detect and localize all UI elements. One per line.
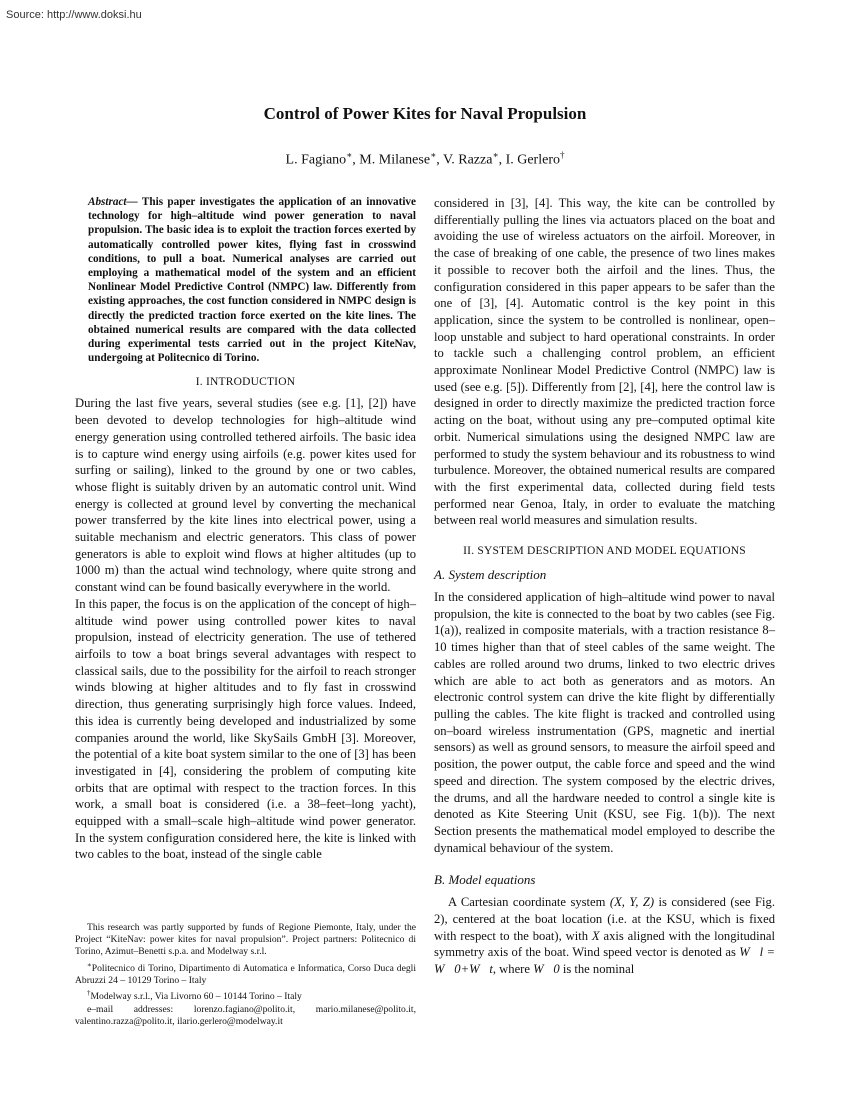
affiliation-mark: † [559, 150, 565, 160]
author-name: M. Milanese [359, 152, 431, 168]
left-column [75, 195, 416, 863]
right-column [434, 195, 775, 978]
affiliation-mark: ∗ [430, 150, 437, 160]
author-list: L. Fagiano∗, M. Milanese∗, V. Razza∗, I. Gerlero† [285, 150, 565, 168]
math-wind-equation: W⃗l = W⃗0+W⃗t [434, 945, 775, 977]
model-text: is the nominal [559, 962, 635, 977]
footnotes [75, 922, 416, 1028]
footnote-mark: † [87, 989, 91, 998]
model-text: , where [492, 962, 534, 977]
paper-title: Control of Power Kites for Naval Propulsion [263, 104, 587, 123]
footnote-text: Modelway s.r.l., Via Livorno 60 – 10144 Torino – Italy [90, 991, 302, 1003]
footnote-affiliation-1 [75, 959, 416, 988]
model-text: A Cartesian coordinate system [448, 895, 610, 910]
footnote-text: Politecnico di Torino, Dipartimento di Automatica e Informatica, Corso Duca degli Abruzzi 24 – 10129 Torino – Italy [75, 962, 416, 986]
model-equations-paragraph [434, 894, 775, 978]
intro-paragraph-1: During the last five years, several studies (see e.g. [1], [2]) have been devoted to develop technologies for high–altitude wind energy generation using controlled tethered airfoils. The basic idea is to capture wind energy using airfoils (e.g. power kites used for surfing or sailing), linked to the ground by one or two cables, whose flight is suitably driven by an automatic control unit. Wind energy is collected at ground level by converting the mechanical power transferred by the kite lines into electrical power, using a suitable mechanism and electric generators. This class of power generators is able to exploit wind flows at higher altitudes (up to 1000 m) than the actual wind technology, where quite strong and constant wind can be found basically everywhere in the world. [75, 396, 416, 595]
model-text: axis aligned with the longitudinal symmetry axis of the boat. Wind speed vector is denoted as [434, 928, 775, 960]
abstract-text: This paper investigates the application of an innovative technology for high–altitude wind power generation to naval propulsion. The basic idea is to exploit the traction forces exerted by automatically controlled power kites, flying fast in crosswind conditions, to pull a boat. Numerical analyses are carried out employing a mathematical model of the system and an efficient Nonlinear Model Predictive Control (NMPC) law. Differently from existing approaches, the cost function considered in NMPC design is directly the predicted traction force exerted on the kite lines. The obtained numerical results are compared with the data collected during experimental tests carried out in the project KiteNav, undergoing at Politecnico di Torino. [88, 196, 416, 365]
footnote-affiliation-2 [75, 987, 416, 1003]
author-name: V. Razza [442, 152, 493, 168]
affiliation-mark: ∗ [492, 150, 499, 160]
math-nominal-wind: W⃗0 [533, 962, 560, 977]
intro-paragraph-2: In this paper, the focus is on the application of the concept of high–altitude wind power using controlled power kites to naval propulsion, instead of electricity generation. The use of tethered airfoils to tow a boat brings several advantages with respect to classical sails, due to the possibility for the airfoil to reach stronger winds blowing at higher altitudes and to fly fast in crosswind direction, thus generating surprisingly high force values. Indeed, this idea is currently being developed and industrialized by some companies around the world, like SkySails GmbH [3]. Moreover, the potential of a kite boat system similar to the one of [3] has been investigated in [4], considering the problem of computing kite orbits that are optimal with respect to the traction forces. In this work, a small boat is considered (i.e. a 38–feet–long yacht), equipped with a small–scale high–altitude wind power generator. In the system configuration considered here, the kite is linked with two cables to the boat, instead of the single cable [75, 596, 416, 862]
abstract-label: Abstract— [88, 196, 138, 208]
abstract [88, 195, 416, 365]
system-description-paragraph: In the considered application of high–altitude wind power to naval propulsion, the kite is connected to the boat by two cables (see Fig. 1(a)), realized in composite materials, with a traction resistance 8–10 times higher than that of steel cables of the same weight. The cables are rolled around two drums, linked to two electric drives which are able to act both as generators and as motors. An electronic control system can drive the kite flight by differentially pulling the cables. The kite flight is tracked and controlled using on–board wireless instrumentation (GPS, magnetic and inertial sensors) as well as ground sensors, to measure the airfoil speed and position, the power output, the cable force and speed and the wind speed and direction. The system composed by the electric drives, the drums, and all the hardware needed to control a single kite is denoted as Kite Steering Unit (KSU, see Fig. 1(b)). The next Section presents the mathematical model employed to describe the dynamical behaviour of the system. [434, 590, 775, 855]
author-name: I. Gerlero [505, 152, 560, 168]
footnote-funding: This research was partly supported by funds of Regione Piemonte, Italy, under the Project “KiteNav: power kites for naval propulsion”. Project partners: Politecnico di Torino, Azimut–Benetti s.p.a. and Modelway s.r.l. [75, 922, 416, 958]
source-url-label: Source: http://www.doksi.hu [6, 9, 142, 21]
subsection-heading-system-description: A. System description [434, 567, 547, 583]
subsection-heading-model-equations: B. Model equations [434, 872, 536, 888]
intro-paragraph-3: considered in [3], [4]. This way, the kite can be controlled by differentially pulling the lines via actuators placed on the boat and avoiding the use of wireless actuators on the airfoil. Moreover, in the case of breaking of one cable, the presence of two lines makes it possible to recover both the airfoil and the lines. Thus, the configuration considered in this paper appears to be safer than the one of [3], [4]. Automatic control is the key point in this application, since the system to be controlled is nonlinear, open–loop unstable and subject to hard operational constraints. In order to tackle such a challenging control problem, an efficient approximate Nonlinear Model Predictive Control (NMPC) law is used (see e.g. [5]). Differently from [2], [4], here the control law is designed in order to directly maximize the predicted traction force acting on the boat, without using any pre–computed optimal kite orbit. Numerical simulations using the designed NMPC law are performed to study the system behaviour and its robustness to wind turbulence. Moreover, the obtained numerical results are compared with the first experimental data, collected during field tests performed near Genoa, Italy, in order to evaluate the matching between real world measures and simulation results. [434, 196, 775, 528]
affiliation-mark: ∗ [346, 150, 353, 160]
section-heading-system: II. SYSTEM DESCRIPTION AND MODEL EQUATIONS [463, 545, 746, 558]
model-text: is considered (see Fig. 2), centered at the boat location (i.e. at the KSU, which is fixed with respect to the boat), with [434, 895, 775, 943]
author-name: L. Fagiano [285, 152, 347, 168]
footnote-emails: e–mail addresses: lorenzo.fagiano@polito.it, mario.milanese@polito.it, valentino.razza@polito.it, ilario.gerlero@modelway.it [75, 1003, 416, 1027]
footnote-mark: ∗ [87, 960, 92, 969]
math-coordinates: (X, Y, Z) [609, 895, 655, 910]
math-x-axis: X [591, 928, 600, 943]
section-heading-introduction: I. INTRODUCTION [195, 376, 296, 389]
